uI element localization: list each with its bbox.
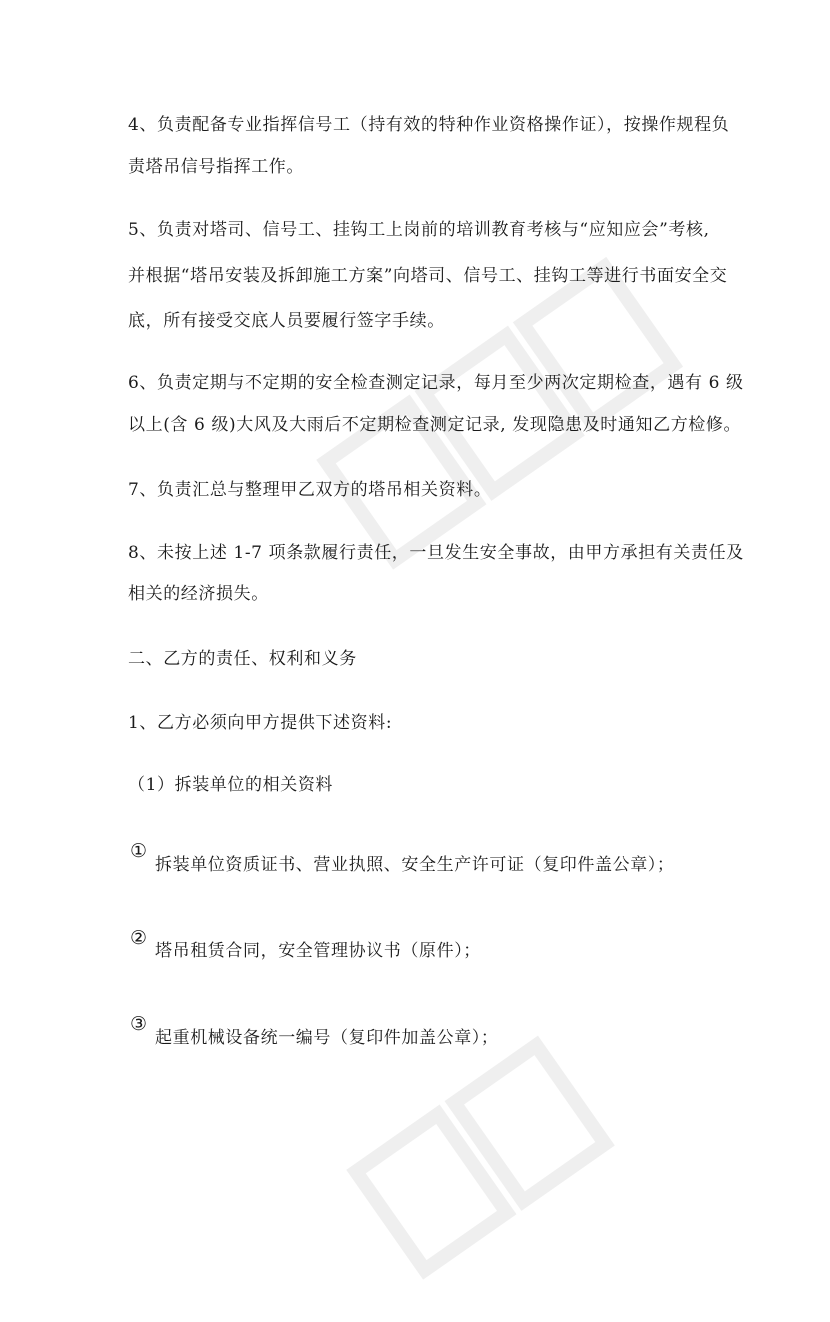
list-item-2: 塔吊租赁合同，安全管理协议书（原件）； [155, 941, 481, 961]
watermark [336, 954, 743, 1321]
item6-line1: 6、负责定期与不定期的安全检查测定记录，每月至少两次定期检查，遇有 6 级 [128, 373, 744, 393]
sub-item-1: （1）拆装单位的相关资料 [128, 775, 334, 795]
item8-line2: 相关的经济损失。 [128, 584, 269, 604]
list-item-3: 起重机械设备统一编号（复印件加盖公章）； [155, 1028, 499, 1048]
item6-line2: 以上(含 6 级)大风及大雨后不定期检查测定记录, 发现隐患及时通知乙方检修。 [128, 415, 742, 435]
item4-line2: 责塔吊信号指挥工作。 [128, 157, 304, 177]
item8-line1: 8、未按上述 1-7 项条款履行责任，一旦发生安全事故，由甲方承担有关责任及 [128, 543, 744, 563]
list-marker-2: ② [130, 927, 148, 949]
list-marker-1: ① [130, 840, 148, 862]
item4-line1: 4、负责配备专业指挥信号工（持有效的特种作业资格操作证），按操作规程负 [128, 115, 730, 135]
list-item-1: 拆装单位资质证书、营业执照、安全生产许可证（复印件盖公章）； [155, 855, 675, 875]
item5-line2: 并根据“塔吊安装及拆卸施工方案”向塔司、信号工、挂钩工等进行书面安全交 [128, 266, 728, 286]
list-marker-3: ③ [130, 1013, 148, 1035]
item5-line1: 5、负责对塔司、信号工、挂钩工上岗前的培训教育考核与“应知应会”考核, [128, 220, 710, 240]
section2-heading: 二、乙方的责任、权利和义务 [128, 649, 357, 669]
section2-item1: 1、乙方必须向甲方提供下述资料: [128, 713, 393, 733]
watermark-logo [336, 954, 723, 1292]
item7-line1: 7、负责汇总与整理甲乙双方的塔吊相关资料。 [128, 480, 492, 500]
item5-line3: 底，所有接受交底人员要履行签字手续。 [128, 311, 445, 331]
